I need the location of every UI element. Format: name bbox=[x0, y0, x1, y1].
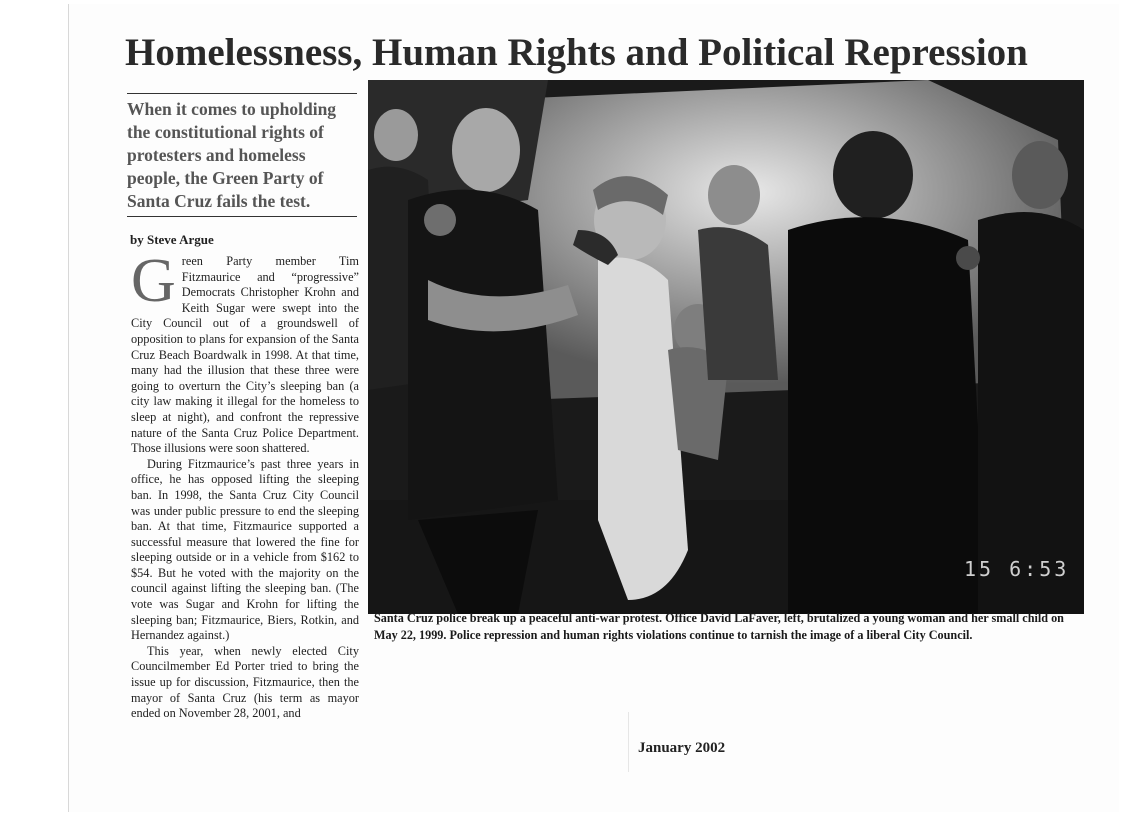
fold-line bbox=[628, 712, 629, 772]
article-byline: by Steve Argue bbox=[130, 232, 214, 247]
article-deck: When it comes to upholding the constitutional rights of protesters and homeless people, the Green Party of Santa Cruz fails the test. bbox=[127, 99, 337, 211]
protest-photo bbox=[368, 80, 1084, 614]
drop-cap: G bbox=[131, 254, 176, 315]
issue-date: January 2002 bbox=[638, 740, 726, 756]
protest-photo-illustration bbox=[368, 80, 1084, 614]
article-body bbox=[131, 254, 359, 778]
body-paragraph-1 bbox=[131, 254, 359, 457]
deck-rule-top bbox=[127, 93, 357, 94]
photo-timestamp: 15 6:53 bbox=[964, 557, 1070, 581]
article-headline: Homelessness, Human Rights and Political Repression bbox=[125, 31, 1028, 74]
deck-rule-bottom bbox=[127, 216, 357, 217]
body-paragraph-3: This year, when newly elected City Councilmember Ed Porter tried to bring the issue up for discussion, Fitzmaurice, then the mayor of Santa Cruz (his term as mayor ended on November 28, 2001, and bbox=[131, 643, 359, 721]
body-paragraph-2: During Fitzmaurice’s past three years in office, he has opposed lifting the sleeping ban. In 1998, the Santa Cruz City Council was under public pressure to end the sleeping ban. At that time, Fitzmaurice supported a successful measure that lowered the fine for sleeping outside or in a vehicle from $162 to $54. But he voted with the majority on the council against lifting the sleeping ban. (The vote was Sugar and Krohn for lifting the sleeping ban; Fitzmaurice, Biers, Rotkin, and Hernandez against.) bbox=[131, 456, 359, 643]
photo-caption: Santa Cruz police break up a peaceful anti-war protest. Office David LaFaver, left, brutalized a young woman and her small child on May 22, 1999. Police repression and human rights violations continue to tarnish the image of a liberal City Council. bbox=[374, 611, 1064, 642]
body-paragraph-1-text: reen Party member Tim Fitzmaurice and “progressive” Democrats Christopher Krohn and Keith Sugar were swept into the City Council out of a groundswell of opposition to plans for expansion of the Santa Cruz Beach Boardwalk in 1998. At that time, many had the illusion that these three were going to overturn the City’s sleeping ban (a city law making it illegal for the homeless to sleep at night), and confront the repressive nature of the Santa Cruz Police Department. Those illusions were soon shattered. bbox=[131, 254, 359, 456]
